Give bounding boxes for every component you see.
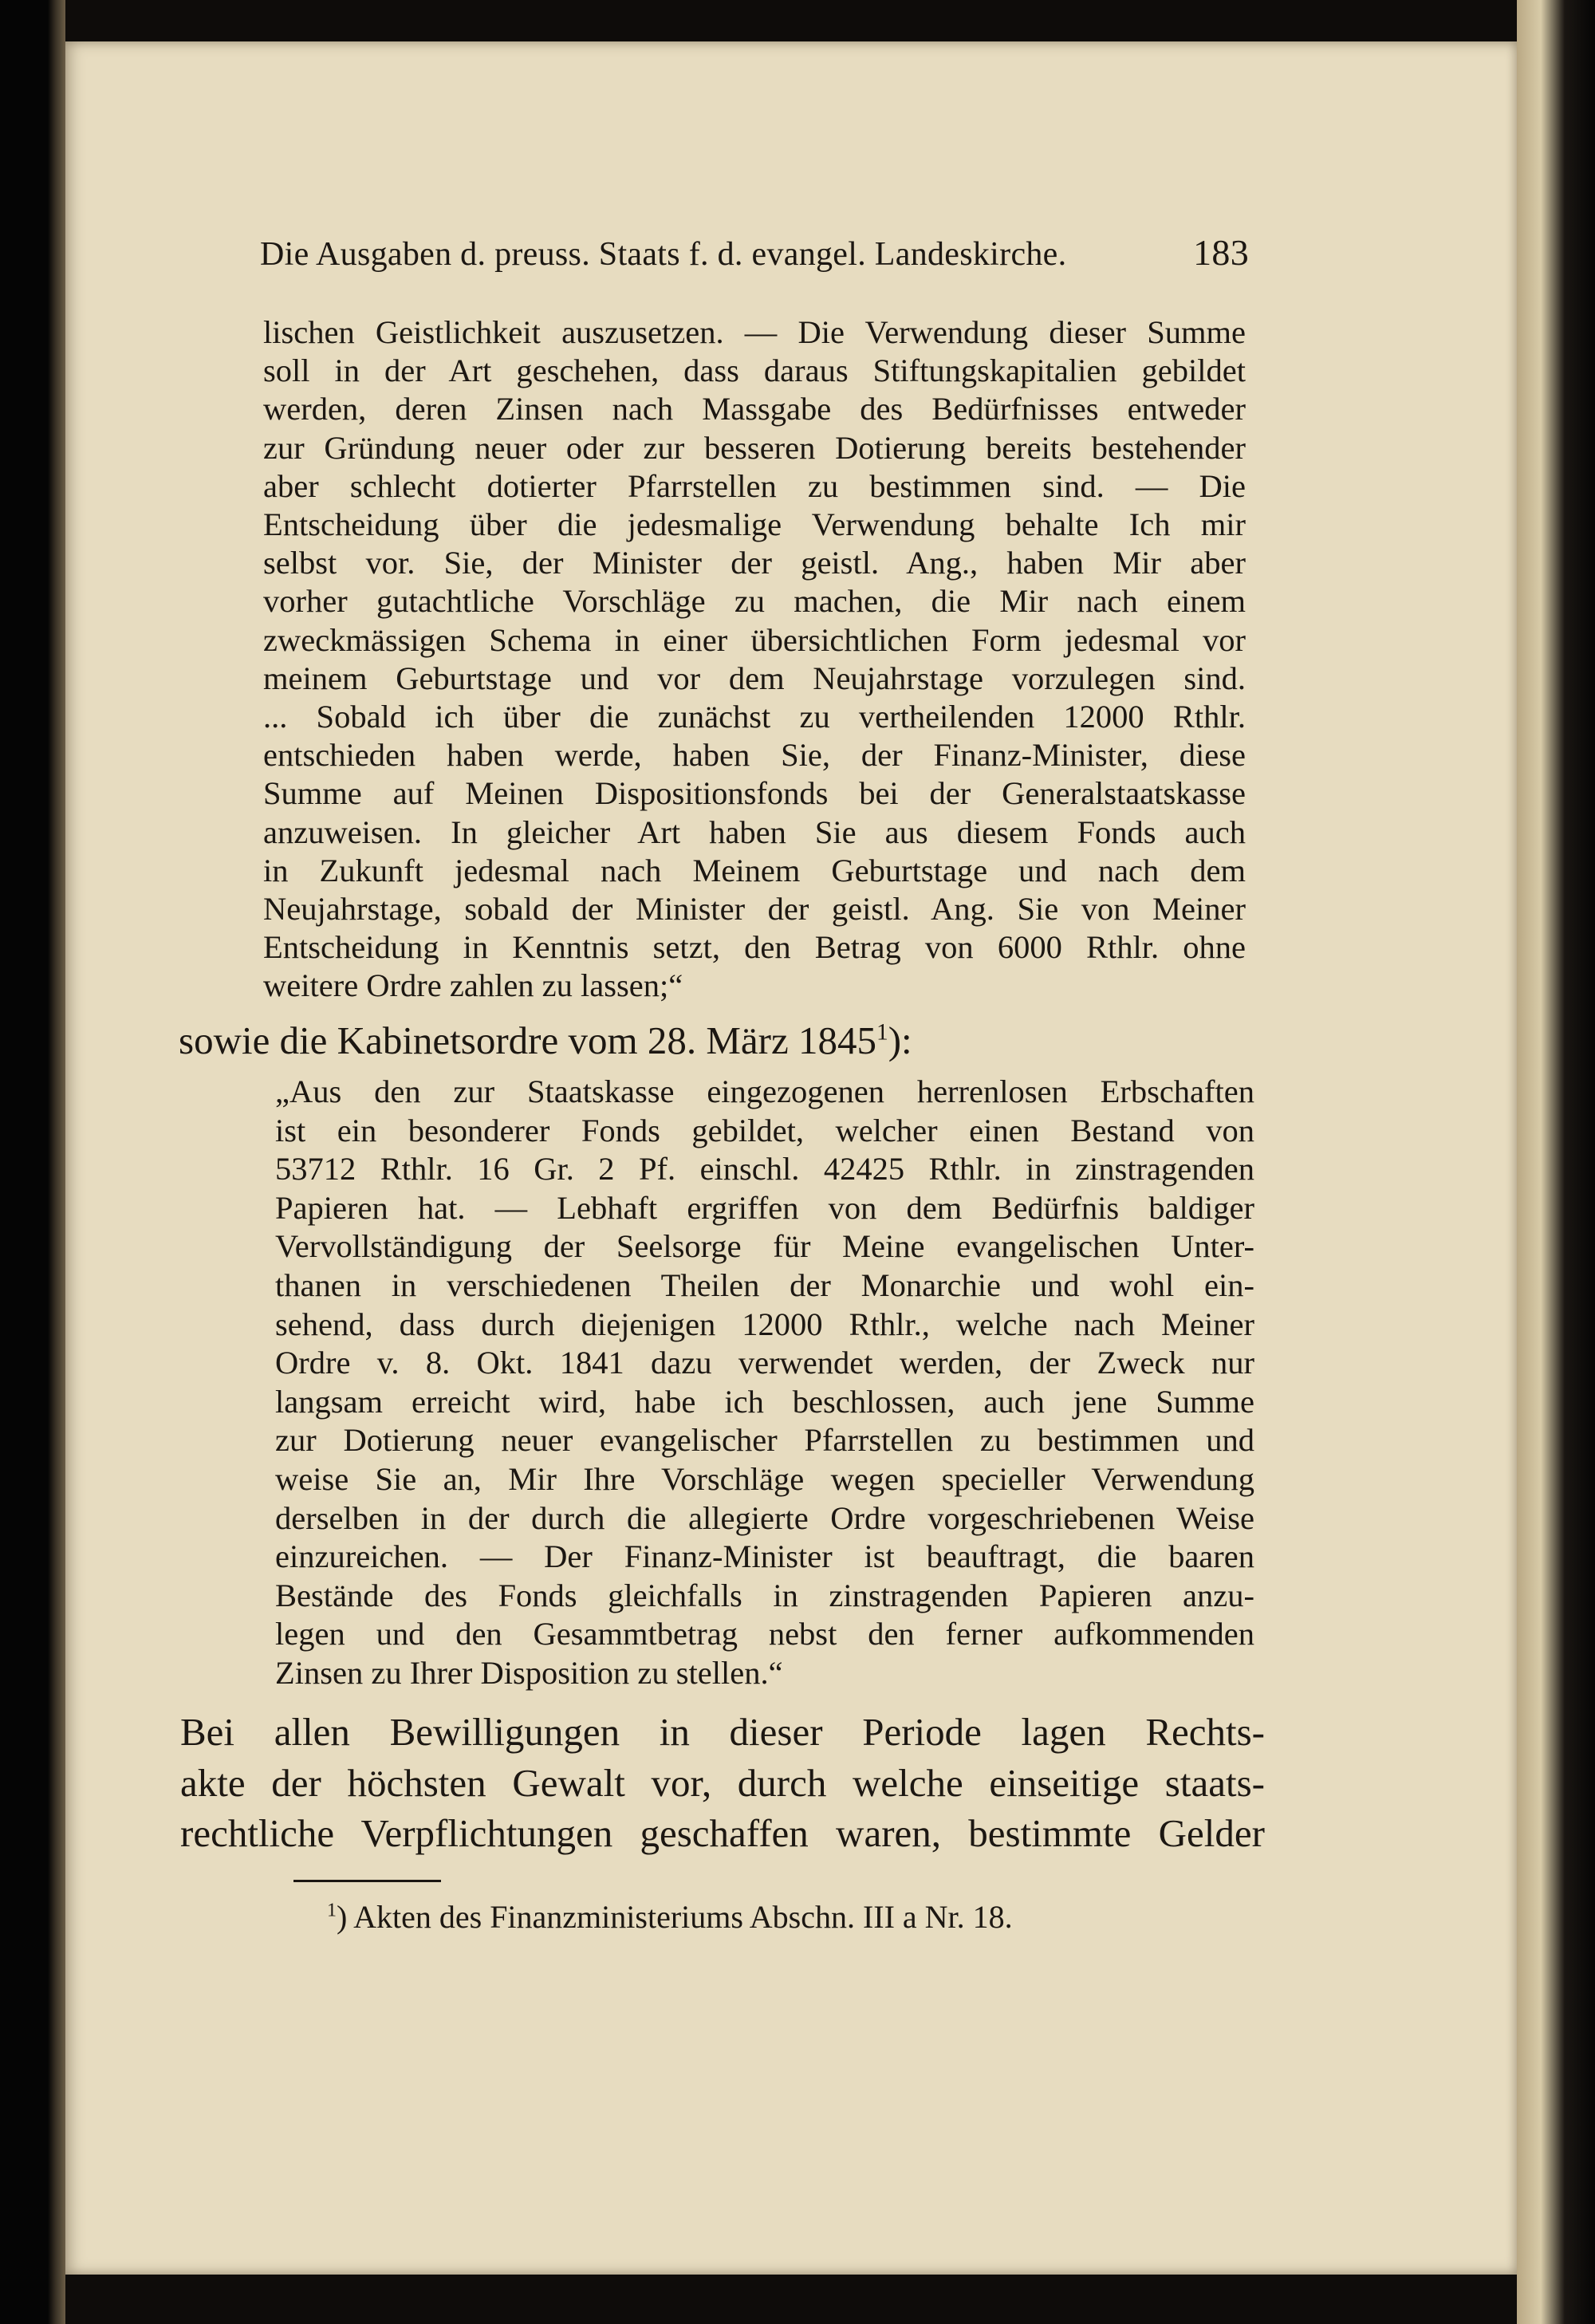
lead-in-paragraph (179, 1017, 1263, 1065)
text-line: anzuweisen. In gleicher Art haben Sie aus diesem Fonds auch (263, 813, 1246, 850)
text-line: Ordre v. 8. Okt. 1841 dazu verwendet werden, der Zweck nur (275, 1345, 1254, 1381)
text-line: Bestände des Fonds gleichfalls in zinstragenden Papieren anzu- (275, 1577, 1254, 1613)
text-line: zur Dotierung neuer evangelischer Pfarrstellen zu bestimmen und (275, 1422, 1254, 1459)
footnote-text: ) Akten des Finanzministeriums Abschn. III a Nr. 18. (337, 1899, 1013, 1935)
text-line: werden, deren Zinsen nach Massgabe des Bedürfnisses entweder (263, 391, 1246, 427)
text-line: vorher gutachtliche Vorschläge zu machen, die Mir nach einem (263, 583, 1246, 620)
footnote-marker: 1 (876, 1019, 888, 1046)
text-line: ... Sobald ich über die zunächst zu vertheilenden 12000 Rthlr. (263, 699, 1246, 735)
page-number: 183 (1193, 232, 1249, 273)
text-line: Papieren hat. — Lebhaft ergriffen von dem Bedürfnis baldiger (275, 1189, 1254, 1226)
text-line: akte der höchsten Gewalt vor, durch welche einseitige staats- (180, 1760, 1265, 1805)
text-line: Summe auf Meinen Dispositionsfonds bei der Generalstaatskasse (263, 775, 1246, 812)
text-line: soll in der Art geschehen, dass daraus Stiftungskapitalien gebildet (263, 353, 1246, 389)
text-line: sehend, dass durch diejenigen 12000 Rthlr., welche nach Meiner (275, 1306, 1254, 1342)
quote-block-2 (275, 1073, 1254, 1693)
text-line: rechtliche Verpflichtungen geschaffen waren, bestimmte Gelder (180, 1811, 1265, 1855)
text-line: zur Gründung neuer oder zur besseren Dotierung bereits bestehender (263, 429, 1246, 466)
quote-block-1 (263, 313, 1246, 1006)
running-header (260, 231, 1249, 274)
text-line: 53712 Rthlr. 16 Gr. 2 Pf. einschl. 42425 Rthlr. in zinstragenden (275, 1151, 1254, 1188)
book-gutter-shadow (0, 0, 65, 2324)
footnote-number: 1 (327, 1900, 337, 1921)
text-line: Entscheidung in Kenntnis setzt, den Betrag von 6000 Rthlr. ohne (263, 929, 1246, 966)
text-line: derselben in der durch die allegierte Ordre vorgeschriebenen Weise (275, 1499, 1254, 1536)
text-line: Vervollständigung der Seelsorge für Meine evangelischen Unter- (275, 1228, 1254, 1265)
text-line: aber schlecht dotierter Pfarrstellen zu bestimmen sind. — Die (263, 467, 1246, 504)
text-line: selbst vor. Sie, der Minister der geistl. Ang., haben Mir aber (263, 545, 1246, 581)
text-line: weitere Ordre zahlen zu lassen;“ (263, 967, 683, 1004)
text-line: thanen in verschiedenen Theilen der Monarchie und wohl ein- (275, 1266, 1254, 1303)
text-line: „Aus den zur Staatskasse eingezogenen herrenlosen Erbschaften (275, 1073, 1254, 1109)
text-line: ist ein besonderer Fonds gebildet, welcher einen Bestand von (275, 1112, 1254, 1148)
page-edge-shadow (1517, 0, 1595, 2324)
running-title: Die Ausgaben d. preuss. Staats f. d. evangel. Landeskirche. (260, 236, 1067, 273)
text-line: in Zukunft jedesmal nach Meinem Geburtstage und nach dem (263, 852, 1246, 888)
text-line: Zinsen zu Ihrer Disposition zu stellen.“ (275, 1654, 783, 1691)
text-line: meinem Geburtstage und vor dem Neujahrstage vorzulegen sind. (263, 660, 1246, 696)
text-line: Entscheidung über die jedesmalige Verwendung behalte Ich mir (263, 506, 1246, 543)
body-paragraph (180, 1707, 1265, 1859)
text-line: langsam erreicht wird, habe ich beschlossen, auch jene Summe (275, 1383, 1254, 1420)
lead-in-after: ): (888, 1018, 912, 1062)
text-line: legen und den Gesammtbetrag nebst den ferner aufkommenden (275, 1616, 1254, 1652)
footnote (327, 1898, 1204, 1936)
text-line: einzureichen. — Der Finanz-Minister ist beauftragt, die baaren (275, 1538, 1254, 1575)
lead-in-text: sowie die Kabinetsordre vom 28. März 1845 (179, 1018, 876, 1062)
text-line: entschieden haben werde, haben Sie, der Finanz-Minister, diese (263, 737, 1246, 774)
text-line: zweckmässigen Schema in einer übersichtlichen Form jedesmal vor (263, 621, 1246, 658)
text-line: weise Sie an, Mir Ihre Vorschläge wegen specieller Verwendung (275, 1460, 1254, 1497)
text-line: lischen Geistlichkeit auszusetzen. — Die Verwendung dieser Summe (263, 314, 1246, 350)
text-line: Bei allen Bewilligungen in dieser Periode lagen Rechts- (180, 1710, 1265, 1754)
text-line: Neujahrstage, sobald der Minister der geistl. Ang. Sie von Meiner (263, 891, 1246, 928)
footnote-divider (293, 1880, 441, 1882)
